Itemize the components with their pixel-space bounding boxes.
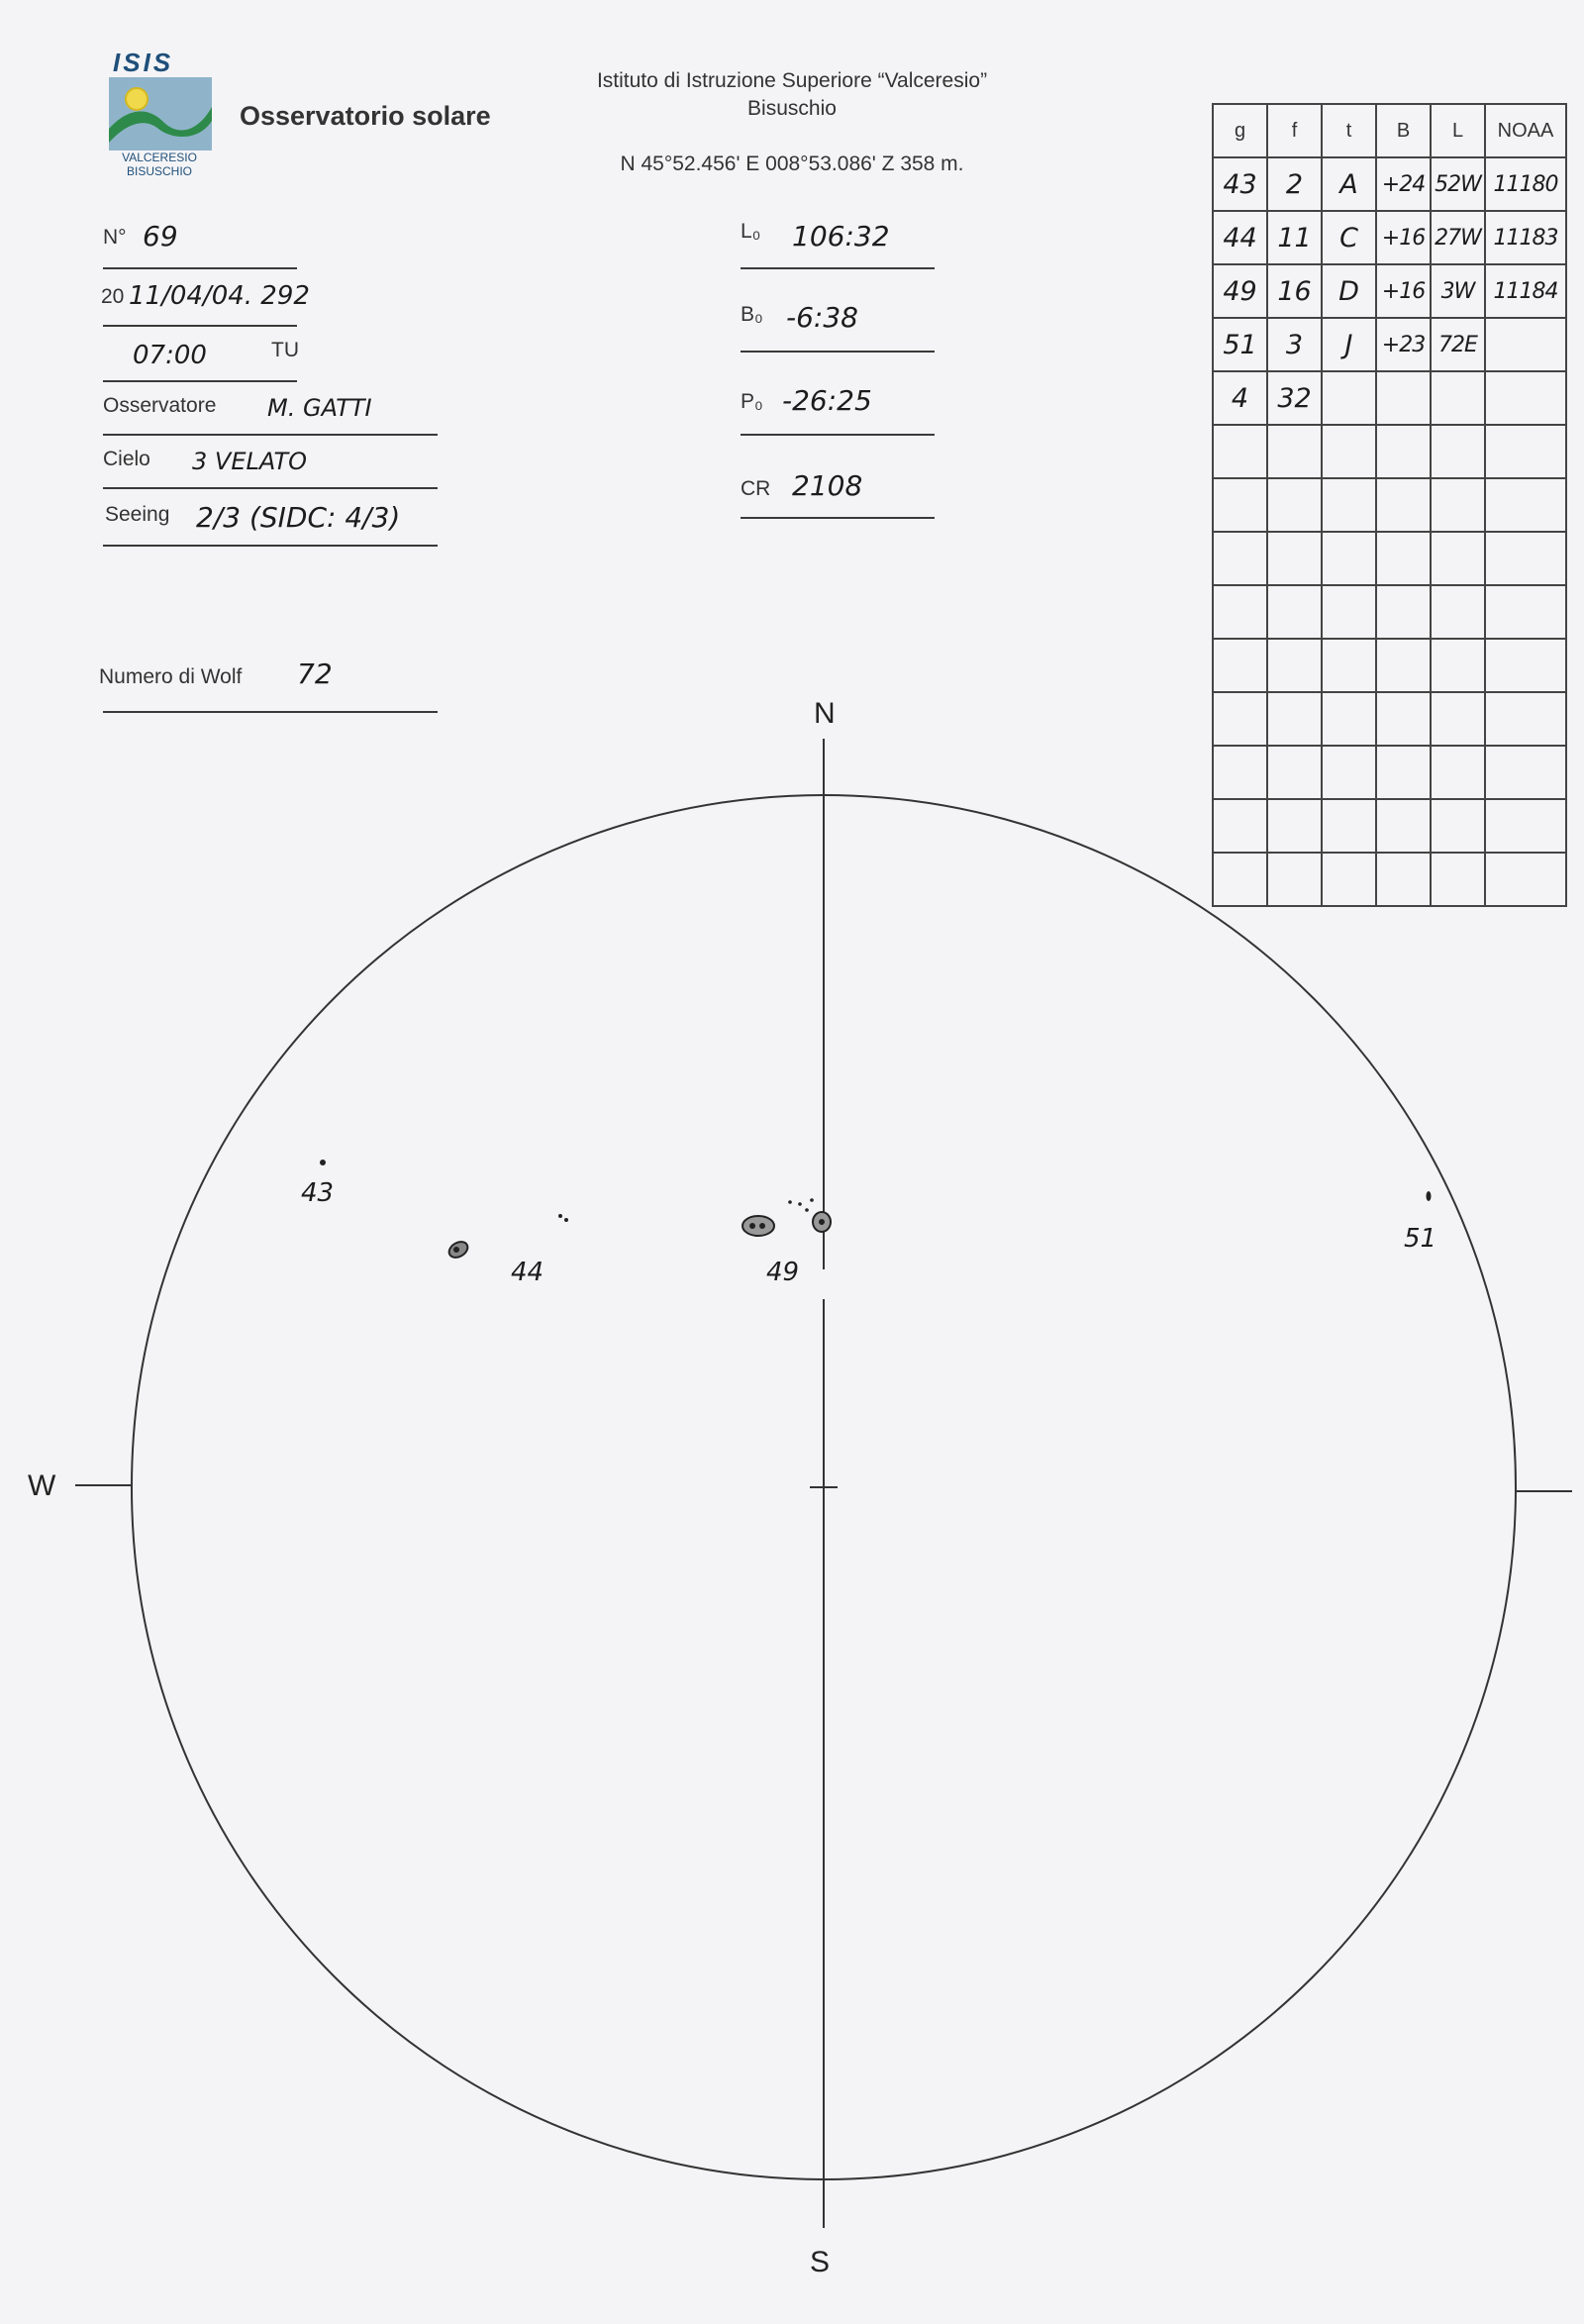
- b0-value: -6:38: [786, 301, 858, 334]
- group-label-49: 49: [766, 1258, 800, 1287]
- sky-value: 3 VELATO: [192, 448, 308, 475]
- l0-value: 106:32: [792, 220, 890, 253]
- logo-text-line1: VALCERESIO: [122, 151, 197, 164]
- p0-label: P₀: [741, 390, 763, 413]
- seeing-label: Seeing: [105, 503, 170, 526]
- table-cell: 3W: [1431, 264, 1485, 318]
- institute-line2: Bisuschio: [747, 97, 837, 120]
- table-cell: +16: [1376, 264, 1431, 318]
- institute-line1: Istituto di Istruzione Superiore “Valceresio”: [596, 69, 988, 92]
- table-cell: 44: [1213, 211, 1267, 264]
- wolf-label: Numero di Wolf: [99, 665, 243, 688]
- table-cell: 49: [1213, 264, 1267, 318]
- table-cell: 52W: [1431, 157, 1485, 211]
- table-cell: 72E: [1431, 318, 1485, 371]
- sunspot-49-small: [798, 1202, 802, 1206]
- table-cell: 2: [1267, 157, 1322, 211]
- sunspot-49-leader: [742, 1216, 774, 1236]
- table-cell: 32: [1267, 371, 1322, 425]
- sunspot-49-small: [788, 1200, 792, 1204]
- cr-label: CR: [741, 477, 771, 500]
- table-cell: 27W: [1431, 211, 1485, 264]
- sunspot-44-umbra: [453, 1247, 459, 1253]
- observatory-coordinates: N 45°52.456' E 008°53.086' Z 358 m.: [620, 152, 964, 175]
- table-cell: +16: [1376, 211, 1431, 264]
- table-cell: 3: [1267, 318, 1322, 371]
- sunspot-49-umbra: [819, 1219, 825, 1225]
- sunspot-44-small: [558, 1214, 562, 1218]
- l0-label: L₀: [741, 220, 761, 243]
- column-header: f: [1267, 104, 1322, 157]
- table-cell: A: [1322, 157, 1376, 211]
- table-cell: 11180: [1485, 157, 1566, 211]
- table-cell: 11183: [1485, 211, 1566, 264]
- p0-value: -26:25: [782, 384, 872, 417]
- north-label: N: [814, 697, 836, 730]
- group-label-43: 43: [301, 1178, 335, 1208]
- observer-label: Osservatore: [103, 394, 217, 417]
- group-label-51: 51: [1404, 1224, 1437, 1254]
- seeing-value: 2/3 (SIDC: 4/3): [196, 501, 401, 534]
- table-cell: J: [1322, 318, 1376, 371]
- sky-label: Cielo: [103, 448, 150, 470]
- table-cell: C: [1322, 211, 1376, 264]
- sunspot-51: [1427, 1191, 1432, 1201]
- logo-text-line2: BISUSCHIO: [126, 164, 192, 178]
- sunspot-43: [320, 1160, 326, 1165]
- table-cell: 4: [1213, 371, 1267, 425]
- observer-value: M. GATTI: [267, 394, 372, 422]
- group-label-44: 44: [511, 1258, 544, 1287]
- column-header: NOAA: [1485, 104, 1566, 157]
- sunspot-49-small: [805, 1208, 809, 1212]
- column-header: B: [1376, 104, 1431, 157]
- column-header: L: [1431, 104, 1485, 157]
- cr-value: 2108: [792, 469, 863, 502]
- sunspot-49-umbra: [749, 1223, 755, 1229]
- table-cell: 11: [1267, 211, 1322, 264]
- b0-label: B₀: [741, 303, 763, 326]
- sunspot-44-small: [564, 1218, 568, 1222]
- sunspot-49-small: [810, 1198, 814, 1202]
- column-header: t: [1322, 104, 1376, 157]
- date-prefix: 20: [101, 285, 125, 308]
- table-cell: 51: [1213, 318, 1267, 371]
- number-label: N°: [103, 226, 127, 249]
- time-unit: TU: [271, 339, 299, 361]
- table-cell: 16: [1267, 264, 1322, 318]
- table-cell: 43: [1213, 157, 1267, 211]
- date-value: 11/04/04. 292: [129, 281, 310, 311]
- sunspot-49-umbra: [759, 1223, 765, 1229]
- wolf-value: 72: [297, 657, 333, 690]
- page-title: Osservatorio solare: [240, 101, 491, 131]
- west-label: W: [28, 1469, 56, 1502]
- column-header: g: [1213, 104, 1267, 157]
- table-cell: +23: [1376, 318, 1431, 371]
- table-cell: 11184: [1485, 264, 1566, 318]
- time-value: 07:00: [133, 341, 207, 370]
- logo-mark: ISIS: [113, 48, 174, 77]
- table-cell: D: [1322, 264, 1376, 318]
- south-label: S: [810, 2246, 831, 2278]
- number-value: 69: [143, 220, 178, 253]
- table-cell: +24: [1376, 157, 1431, 211]
